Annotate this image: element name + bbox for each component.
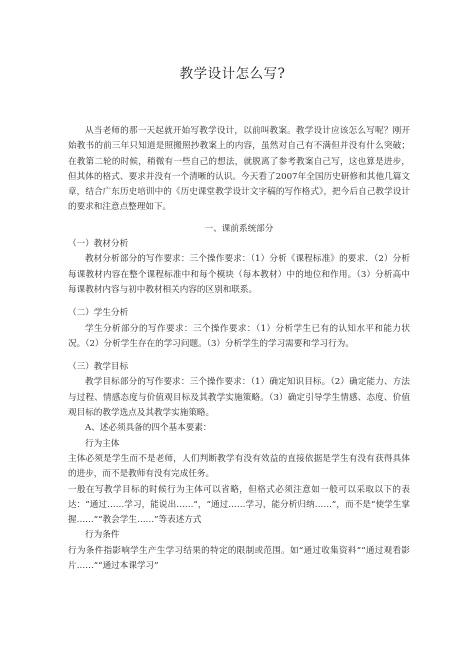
document-body: [68, 124, 410, 574]
students-paragraph: 学生分析部分的写作要求：三个操作要求：（1）分析学生已有的认知水平和能力状况。（2）分析学生存在的学习问题。（3）分析学生的学习需要和学习行为。: [68, 323, 410, 349]
subsection-heading-materials: （一）教材分析: [68, 239, 129, 250]
spacer: [68, 298, 410, 306]
elements-heading: A、述必须具备的四个基本要素：: [85, 423, 212, 434]
behavior-subject-heading: 行为主体: [85, 438, 120, 449]
objectives-paragraph: 教学目标部分的写作要求：三个操作要求：（1）确定知识目标。（2）确定能力、方法与过程、情感态度与价值观目标及其教学实施策略。（3）确定引导学生情感、态度、价值观目标的教学选点及其教学实施策略。: [68, 377, 410, 419]
intro-paragraph: 从当老师的那一天起就开始写教学设计，以前叫教案。教学设计应该怎么写呢？刚开始教书的前三年只知道是照搬照抄教案上的内容，虽然对自己有不满但并没有什么突破；在教第二轮的时候，稍微有一些自己的想法，就脱离了参考教案自己写，这也算是进步，但其体的格式、要求并没有一个清晰的认识。今天看了2007年全国历史研修和其他几篇文章，结合广东历史培训中的《历史课堂教学设计文字稿的写作格式》，把今后自己教学设计的要求和注意点整理如下。: [68, 126, 410, 213]
behavior-subject-paragraph-2: 一般在写教学目标的时候行为主体可以省略，但格式必须注意如一般可以采取以下的表达：“通过……学习，能说出……”，“通过……学习，能分析归纳……”，而不是“使学生掌握……”“教会学生……”等表述方式: [68, 484, 410, 526]
section-heading: 一、课前系统部分: [204, 223, 274, 234]
document-title: 教学设计怎么写?: [179, 66, 286, 82]
subsection-heading-students: （二）学生分析: [68, 308, 129, 319]
condition-heading: 行为条件: [85, 530, 120, 541]
spacer: [68, 352, 410, 360]
condition-paragraph: 行为条件指影响学生产生学习结果的特定的限制或范围。如“通过收集资料”“通过观看影片……”“通过本课学习”: [68, 545, 410, 572]
materials-paragraph: 教材分析部分的写作要求：三个操作要求：（1）分析《课程标准》的要求．（2）分析每课教材内容在整个课程标准中和每个模块（每本教材）中的地位和作用。（3）分析高中每课教材内容与初中教材相关内容的区别和联系。: [68, 254, 410, 295]
behavior-subject-paragraph: 主体必须是学生而不是老师，人们判断教学有没有效益的直接依据是学生有没有获得具体的进步，而不是教师有没有完成任务。: [68, 453, 410, 480]
subsection-heading-objectives: （三）教学目标: [68, 362, 129, 373]
